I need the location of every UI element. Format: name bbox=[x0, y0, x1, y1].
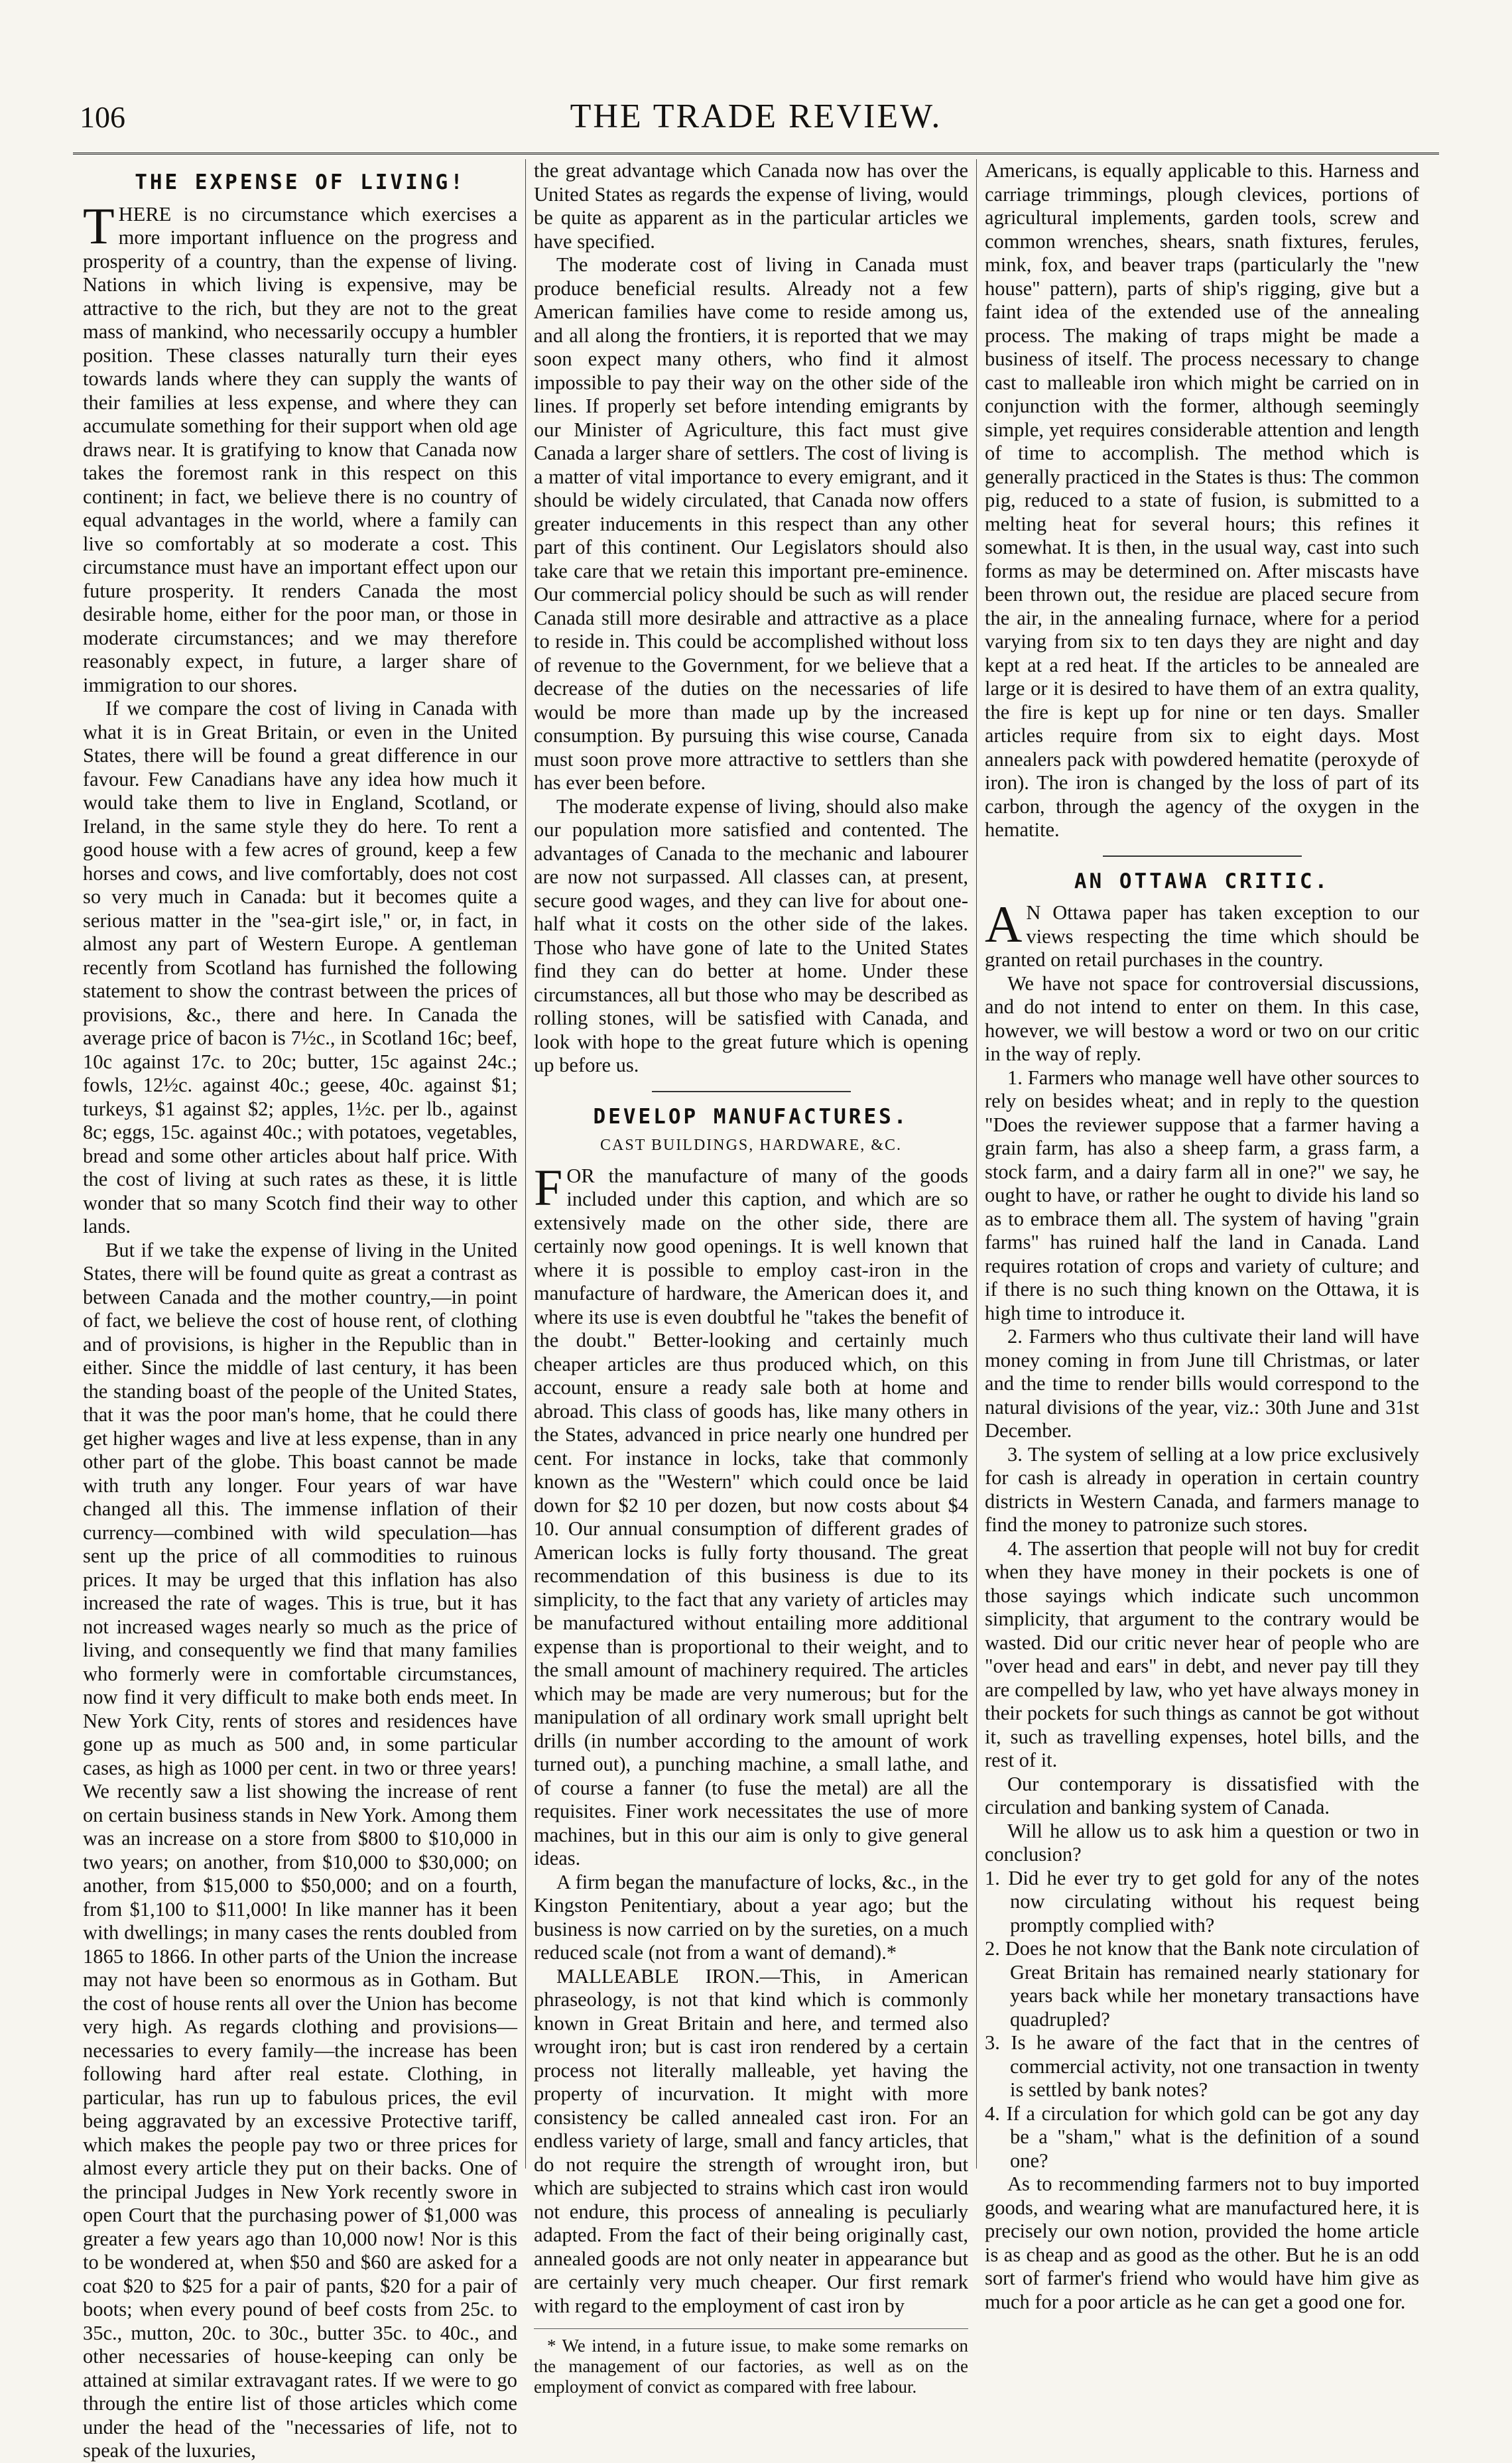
numbered-paragraph: 4. The assertion that people will not buy for credit when they have money in their pockets is one of those sayings which indicate such uncommon simplicity, that argument to the contrary would be wasted. Did our critic never hear of people who are "over head and ears" in debt, and never pay till they are compelled by law, who yet have always money in their pockets for such things as cannot be got without it, such as travelling expenses, hotel bills, and the rest of it. bbox=[985, 1537, 1419, 1771]
question-item: 2. Does he not know that the Bank note circulation of Great Britain has remained nearly stationary for years back while her monetary transactions have quadrupled? bbox=[985, 1937, 1419, 2031]
paragraph: The moderate expense of living, should also make our population more satisfied and contented. The advantages of Canada to the mechanic and labourer are now not surpassed. All classes can, at present, secure good wages, and they can live for about one-half what it costs on the other side of the lakes. Those who have gone of late to the United States find they can do better at home. Under these circumstances, all but those who may be described as rolling stones, will be satisfied with Canada, and look with hope to the great future which is opening up before us. bbox=[534, 794, 968, 1076]
paragraph: If we compare the cost of living in Canada with what it is in Great Britain, or even in the United States, there will be found a great difference in our favour. Few Canadians have any idea how much it would take them to live in England, Scotland, or Ireland, in the same style they do here. To rent a good house with a few acres of ground, keep a few horses and cows, and live comfortably, does not cost so very much in Canada: but it becomes quite a serious matter in the "sea-girt isle," or, in fact, in almost any part of Western Europe. A gentleman recently from Scotland has furnished the following statement to show the contrast between the prices of provisions, &c., there and here. In Canada the average price of bacon is 7½c., in Scotland 16c; beef, 10c against 17c. to 20c; butter, 15c against 24c.; fowls, 12½c. against 40c.; geese, 40c. against $1; turkeys, $1 against $2; apples, 1½c. per lb., against 8c; eggs, 15c. against 40c.; with potatoes, vegetables, bread and some other articles about half price. With the cost of living at such rates as these, it is little wonder that so many Scotch find their way to other lands. bbox=[83, 697, 517, 1237]
article-title-develop-manufactures: DEVELOP MANUFACTURES. bbox=[593, 1104, 909, 1129]
column-divider bbox=[525, 159, 526, 2169]
paragraph: The moderate cost of living in Canada must produce beneficial results. Already not a few American families have come to reside among us, and all along the frontiers, it is reported that we may soon expect many others, who find it almost impossible to pay their way on the other side of the lines. If properly set before intending emigrants by our Minister of Agriculture, this fact must give Canada a larger share of settlers. The cost of living is a matter of vital importance to every emigrant, and it should be widely circulated, that Canada now offers greater inducements in this respect than any other part of this continent. Our Legislators should also take care that we retain this important pre-eminence. Our commercial policy should be such as will render Canada still more desirable and attractive as a place to reside in. This could be accomplished without loss of revenue to the Government, for we believe that a decrease of the duties on the necessaries of life would be more than made up by the increased consumption. By pursuing this wise course, Canada must soon prove more attractive to settlers than she has ever been before. bbox=[534, 253, 968, 794]
page-header bbox=[73, 94, 1439, 147]
article-subtitle: CAST BUILDINGS, HARDWARE, &C. bbox=[600, 1137, 902, 1154]
footnote bbox=[534, 2328, 968, 2397]
paragraph: AN Ottawa paper has taken exception to our views respecting the time which should be granted on retail purchases in the country. bbox=[985, 895, 1419, 971]
paragraph: Our contemporary is dissatisfied with the circulation and banking system of Canada. bbox=[985, 1772, 1419, 1818]
paragraph: Will he allow us to ask him a question or two in conclusion? bbox=[985, 1819, 1419, 1865]
paragraph: A firm began the manufacture of locks, &c., in the Kingston Penitentiary, about a year ago; but the business is now carried on by the sureties, on a much reduced scale (not from a want of demand).* bbox=[534, 1870, 968, 1964]
masthead-title: THE TRADE REVIEW. bbox=[570, 97, 942, 135]
header-rule bbox=[73, 153, 1439, 155]
numbered-paragraph: 1. Farmers who manage well have other sources to rely on besides wheat; and in reply to the question "Does the reviewer suppose that a farmer having a grain farm, has also a sheep farm, a grass farm, a stock farm, and a dairy farm all in one?" we say, he ought to have, or rather he ought to divide his land so as to embrace them all. The system of having "grain farms" has ruined half the land in Canada. Land requires rotation of crops and variety of culture; and if there is no such thing known on the Ottawa, it is high time to introduce it. bbox=[985, 1066, 1419, 1324]
article-separator bbox=[1103, 855, 1302, 857]
numbered-paragraph: 2. Farmers who thus cultivate their land will have money coming in from June till Christmas, or later and the time to render bills would correspond to the natural divisions of the year, viz.: 30th June and 31st December. bbox=[985, 1325, 1419, 1442]
page-number: 106 bbox=[80, 100, 125, 134]
paragraph: As to recommending farmers not to buy imported goods, and wearing what are manufactured here, it is precisely our own notion, provided the home article is as cheap and as good as the other. But he is an odd sort of farmer's friend who would have him give as much for a poor article as he can get a good one for. bbox=[985, 2173, 1419, 2313]
paragraph: Americans, is equally applicable to this. Harness and carriage trimmings, plough clevices, portions of agricultural implements, garden tools, screw and common wrenches, shears, snath fixtures, ferules, mink, fox, and beaver traps (particularly the "new house" pattern), parts of ship's rigging, give but a faint idea of the extended use of the annealing process. The making of traps might be made a business of itself. The process necessary to change cast to malleable iron which might be carried on in conjunction with the former, although seemingly simple, yet requires considerable attention and length of time to accomplish. The method which is generally practiced in the States is thus: The common pig, reduced to a state of fusion, is submitted to a melting heat for several hours; this refines it somewhat. It is then, in the usual way, cast into such forms as may be determined on. After miscasts have been thrown out, the residue are placed secure from the air, in the annealing furnace, where for a period varying from six to ten days they are night and day kept at a red heat. If the articles to be annealed are large or it is desired to have them of an extra quality, the fire is kept up for nine or ten days. Smaller articles require from six to eight days. Most annealers pack with powdered hematite (peroxyde of iron). The iron is changed by the loss of part of its carbon, through the agency of the oxygen in the hematite. bbox=[985, 159, 1419, 841]
question-item: 4. If a circulation for which gold can be got any day be a "sham," what is the definition of a sound one? bbox=[985, 2102, 1419, 2172]
paragraph: We have not space for controversial discussions, and do not intend to enter on them. In this case, however, we will bestow a word or two on our critic in the way of reply. bbox=[985, 972, 1419, 1065]
article-separator bbox=[652, 1091, 851, 1092]
column-1 bbox=[83, 159, 517, 2462]
paragraph: THERE is no circumstance which exercises a more important influence on the progress and prosperity of a country, than the expense of living. Nations in which living is expensive, may be attractive to the rich, but they are not to the great mass of mankind, who necessarily occupy a humbler position. These classes naturally turn their eyes towards lands where they can supply the wants of their families at less expense, and where they can accumulate something for their support when old age draws near. It is gratifying to know that Canada now takes the foremost rank in this respect on this continent; in fact, we believe there is no country of equal advantages in the world, where a family can live so comfortably at so moderate a cost. This circumstance must have an important effect upon our future prosperity. It renders Canada the most desirable home, either for the poor man, or those in moderate circumstances; and we may therefore reasonably expect, in future, a larger share of immigration to our shores. bbox=[83, 196, 517, 696]
question-item: 3. Is he aware of the fact that in the centres of commercial activity, not one transaction in twenty is settled by bank notes? bbox=[985, 2031, 1419, 2101]
question-list bbox=[985, 1867, 1419, 2173]
paragraph: FOR the manufacture of many of the goods included under this caption, and which are so extensively made on the other side, there are certainly now good openings. It is well known that where it is possible to employ cast-iron in the manufacture of hardware, the American does it, and where its use is even doubtful he "takes the benefit of the doubt." Better-looking and certainly much cheaper articles are thus produced which, on this account, ensure a ready sale both at home and abroad. This class of goods has, like many others in the States, advanced in price nearly one hundred per cent. For instance in locks, take that commonly known as the "Western" which could once be laid down for $2 10 per dozen, but now costs about $4 10. Our annual consumption of different grades of American locks is fully forty thousand. The great recommendation of this business is due to its simplicity, to the fact that any variety of articles may be manufactured without entailing more additional expense than is proportional to their weight, and to the small amount of machinery required. The articles which may be made are very numerous; but for the manipulation of all ordinary work small upright belt drills (in number according to the amount of work turned out), a punching machine, a small lathe, and of course a fanner (to fuse the metal) are all the requisites. Finer work necessitates the use of more machines, but in this our aim is only to give general ideas. bbox=[534, 1158, 968, 1869]
numbered-paragraph: 3. The system of selling at a low price exclusively for cash is already in operation in certain country districts in Western Canada, and farmers manage to find the money to patronize such stores. bbox=[985, 1442, 1419, 1536]
paragraph: But if we take the expense of living in the United States, there will be found quite as great a contrast as between Canada and the mother country,—in point of fact, we believe the cost of house rent, of clothing and of provisions, is higher in the Republic than in either. Since the middle of last century, it has been the standing boast of the people of the United States, that it was the poor man's home, that he could there get higher wages and live at less expense, than in any other part of the globe. This boast cannot be made with truth any longer. Four years of war have changed all this. The immense inflation of their currency—combined with wild speculation—has sent up the price of all commodities to ruinous prices. It may be urged that this inflation has also increased the rate of wages. This is true, but it has not increased wages nearly so much as the price of living, and consequently we find that many families who formerly were in comfortable circumstances, now find it very difficult to make both ends meet. In New York City, rents of stores and residences have gone up as much as 500 and, in some particular cases, as high as 1000 per cent. in two or three years! We recently saw a list showing the increase of rent on certain business stands in New York. Among them was an increase on a store from $800 to $10,000 in two years; on another, from $10,000 to $30,000; on another, from $15,000 to $50,000; and on a fourth, from $1,100 to $11,000! In like manner has it been with dwellings; in many cases the rents doubled from 1865 to 1866. In other parts of the Union the increase may not have been so enormous as in Gotham. But the cost of house rents all over the Union has become very high. As regards clothing and provisions—necessaries to every family—the increase has been following hard after real estate. Clothing, in particular, has run up to fabulous prices, the evil being aggravated by an excessive Protective tariff, which makes the people pay two or three prices for almost every article they put on their backs. One of the principal Judges in New York recently swore in open Court that the purchasing power of $1,000 was greater a few years ago than 10,000 now! Nor is this to be wondered at, when $50 and $60 are asked for a coat $20 to $25 for a pair of pants, $20 for a pair of boots; when every pound of beef costs from 25c. to 35c., mutton, 20c. to 30c., butter 35c. to 40c., and other necessaries of house-keeping can only be attained at similar extravagant rates. If we were to go through the entire list of those articles which come under the head of the "necessaries of life, not to speak of the luxuries, bbox=[83, 1238, 517, 2462]
paragraph: the great advantage which Canada now has over the United States as regards the expense of living, would be quite as apparent as in the particular articles we have specified. bbox=[534, 159, 968, 253]
paragraph: MALLEABLE IRON.—This, in American phraseology, is not that kind which is commonly known in Great Britain and here, and termed also wrought iron; but is cast iron rendered by a certain process not literally malleable, yet having the property of incurvation. It might with more consistency be called annealed cast iron. For an endless variety of large, small and fancy articles, that do not require the strength of wrought iron, but which are subjected to strains which cast iron would not endure, this process of annealing is peculiarly adapted. From the fact of their being originally cast, annealed goods are not only neater in appearance but are certainly very much cheaper. Our first remark with regard to the employment of cast iron by bbox=[534, 1964, 968, 2317]
column-2 bbox=[534, 159, 968, 2397]
column-3 bbox=[985, 159, 1419, 2313]
article-title-ottawa-critic: AN OTTAWA CRITIC. bbox=[1074, 869, 1330, 893]
question-item: 1. Did he ever try to get gold for any of the notes now circulating without his request being promptly complied with? bbox=[985, 1866, 1419, 1936]
article-title-expense-of-living: THE EXPENSE OF LIVING! bbox=[135, 170, 466, 194]
column-divider bbox=[976, 159, 977, 2169]
footnote-text: * We intend, in a future issue, to make some remarks on the management of our factories, as well as on the employment of convict as compared with free labour. bbox=[534, 2336, 968, 2397]
